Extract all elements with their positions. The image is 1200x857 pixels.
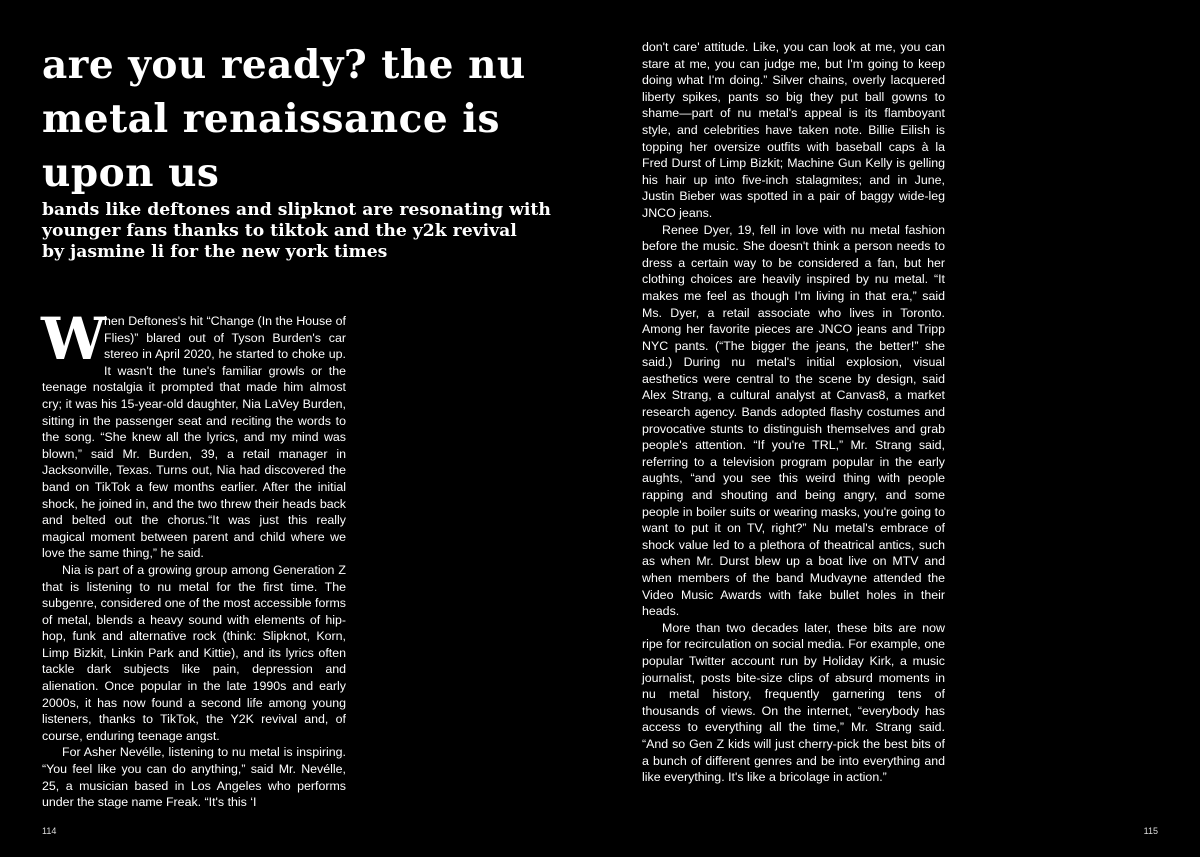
dek-line: bands like deftones and slipknot are resonating with xyxy=(42,200,551,220)
article-paragraph xyxy=(41,305,346,562)
page-number-right: 115 xyxy=(1143,826,1158,836)
drop-cap: W xyxy=(41,305,107,373)
article-paragraph: For Asher Nevélle, listening to nu metal is inspiring. “You feel like you can do anything,” said Mr. Nevélle, 25, a musician based in Los Angeles who performs under the stage name Freak. “It's this ‘I xyxy=(42,745,346,810)
page-number-left: 114 xyxy=(42,826,57,836)
paragraph-text: hen Deftones's hit “Change (In the House of Flies)” blared out of Tyson Burden's car stereo in April 2020, he started to choke up. It wasn't the tune's familiar growls or the teenage nostalgia it prompted that made him almost cry; it was his 15-year-old daughter, Nia LaVey Burden, sitting in the passenger seat and reciting the words to the song. “She knew all the lyrics, and my mind was blown,” said Mr. Burden, 39, a retail manager in Jacksonville, Texas. Turns out, Nia had discovered the band on TikTok a few months earlier. After the initial shock, he joined in, and the two threw their heads back and belted out the chorus.“It was just this really magical moment between parent and child where we love the same thing,” he said. xyxy=(42,314,346,561)
right-page xyxy=(600,0,1200,857)
article-paragraph: Renee Dyer, 19, fell in love with nu metal fashion before the music. She doesn't think a person needs to dress a certain way to be considered a fan, but her clothing choices are heavily inspired by nu metal. “It makes me feel as though I'm living in that era,” said Ms. Dyer, a retail associate who lives in Toronto. Among her favorite pieces are JNCO jeans and Tripp NYC pants. (“The bigger the jeans, the better!” she said.) During nu metal's initial explosion, visual aesthetics were central to the scene by design, said Alex Strang, a cultural analyst at Canvas8, a market research agency. Bands adopted flashy costumes and provocative stunts to distinguish themselves and grab people's attention. “If you're TRL,” Mr. Strang said, referring to a television program popular in the early aughts, “and you see this weird thing with people rapping and shouting and being angry, and some people in boiler suits or wearing masks, you're going to want to put it on TV, right?” Nu metal's embrace of shock value led to a plethora of theatrical antics, such as when Mr. Durst blew up a boat live on MTV and when members of the band Mudvayne attended the Video Music Awards with fake bullet holes in their heads. xyxy=(642,222,945,619)
dek-line: younger fans thanks to tiktok and the y2k revival xyxy=(42,221,517,241)
byline: by jasmine li for the new york times xyxy=(42,242,388,262)
article-column-right xyxy=(642,39,945,786)
headline: are you ready? the nu metal renaissance is upon us xyxy=(42,42,526,196)
article-column-left xyxy=(41,305,346,811)
article-paragraph: More than two decades later, these bits are now ripe for recirculation on social media. For example, one popular Twitter account run by Holiday Kirk, a music journalist, posts bite-size clips of absurd moments in nu metal history, frequently garnering tens of thousands of views. On the internet, “everybody has access to everything all the time,” Mr. Strang said. “And so Gen Z kids will just cherry-pick the best bits of a bunch of different genres and be into everything and like everything. It's like a bricolage in action.” xyxy=(642,620,945,785)
article-paragraph: Nia is part of a growing group among Generation Z that is listening to nu metal for the first time. The subgenre, considered one of the most accessible forms of metal, blends a heavy sound with elements of hip-hop, funk and alternative rock (think: Slipknot, Korn, Limp Bizkit, Linkin Park and Kittie), and its lyrics often tackle dark subjects like pain, depression and alienation. Once popular in the late 1990s and early 2000s, it has now found a second life among young listeners, thanks to TikTok, the Y2K revival and, of course, enduring teenage angst. xyxy=(42,562,346,743)
dek xyxy=(42,200,562,263)
article-paragraph: don't care' attitude. Like, you can look at me, you can stare at me, you can judge me, but I'm going to keep doing what I'm doing.” Silver chains, overly lacquered liberty spikes, pants so big they put ball gowns to shame—part of nu metal's appeal is its flamboyant style, and celebrities have taken note. Billie Eilish is topping her oversize outfits with baseball caps à la Fred Durst of Limp Bizkit; Machine Gun Kelly is gelling his hair up into five-inch stalagmites; and in June, Justin Bieber was spotted in a pair of baggy wide-leg JNCO jeans. xyxy=(642,40,945,220)
